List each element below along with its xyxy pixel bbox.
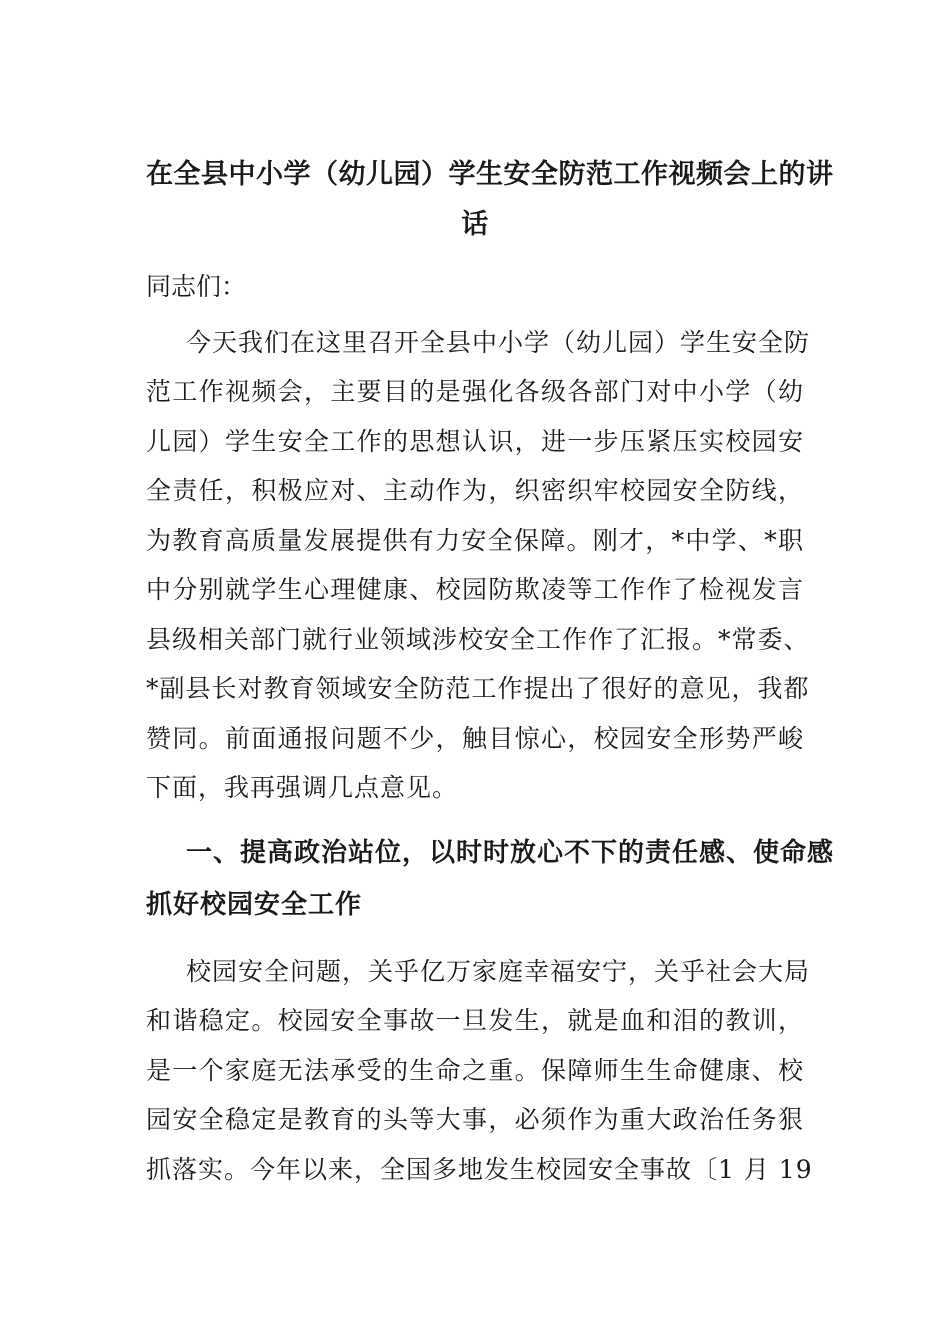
title-line: 在全县中小学（幼儿园）学生安全防范工作视频会上的讲	[146, 159, 834, 190]
paragraph-line: 抓落实。今年以来，全国多地发生校园安全事故〔1 月 19	[146, 1154, 813, 1184]
paragraph-line: 县级相关部门就行业领域涉校安全工作作了汇报。*常委、	[146, 624, 810, 654]
paragraph-line: 为教育高质量发展提供有力安全保障。刚才，*中学、*职	[146, 525, 804, 555]
section-heading-1	[146, 827, 835, 931]
paragraph-line: 范工作视频会，主要目的是强化各级各部门对中小学（幼	[146, 377, 804, 406]
title-line: 话	[461, 209, 489, 240]
paragraph-line: 今天我们在这里召开全县中小学（幼儿园）学生安全防	[186, 327, 811, 357]
paragraph-intro	[146, 318, 811, 813]
paragraph-line: *副县长对教育领域安全防范工作提出了很好的意见，我都	[146, 674, 810, 703]
paragraph-line: 下面，我再强调几点意见。	[146, 773, 459, 802]
paragraph-line: 全责任，积极应对、主动作为，织密织牢校园安全防线，	[146, 476, 804, 505]
document-title	[146, 150, 834, 250]
heading-line: 一、提高政治站位，以时时放心不下的责任感、使命感	[186, 837, 835, 868]
paragraph-line: 赞同。前面通报问题不少，触目惊心，校园安全形势严峻	[146, 723, 804, 753]
paragraph-line: 校园安全问题，关乎亿万家庭幸福安宁，关乎社会大局	[186, 956, 811, 986]
paragraph-line: 中分别就学生心理健康、校园防欺凌等工作作了检视发言	[146, 575, 804, 604]
paragraph-line: 是一个家庭无法承受的生命之重。保障师生生命健康、校	[146, 1055, 804, 1085]
paragraph-section-1	[146, 947, 813, 1195]
paragraph-line: 园安全稳定是教育的头等大事，必须作为重大政治任务狠	[146, 1105, 804, 1134]
paragraph-line: 儿园）学生安全工作的思想认识，进一步压紧压实校园安	[146, 426, 804, 456]
paragraph-line: 和谐稳定。校园安全事故一旦发生，就是血和泪的教训，	[146, 1006, 804, 1035]
heading-line: 抓好校园安全工作	[146, 889, 363, 920]
salutation: 同志们：	[146, 272, 247, 301]
document-page	[146, 150, 835, 1194]
